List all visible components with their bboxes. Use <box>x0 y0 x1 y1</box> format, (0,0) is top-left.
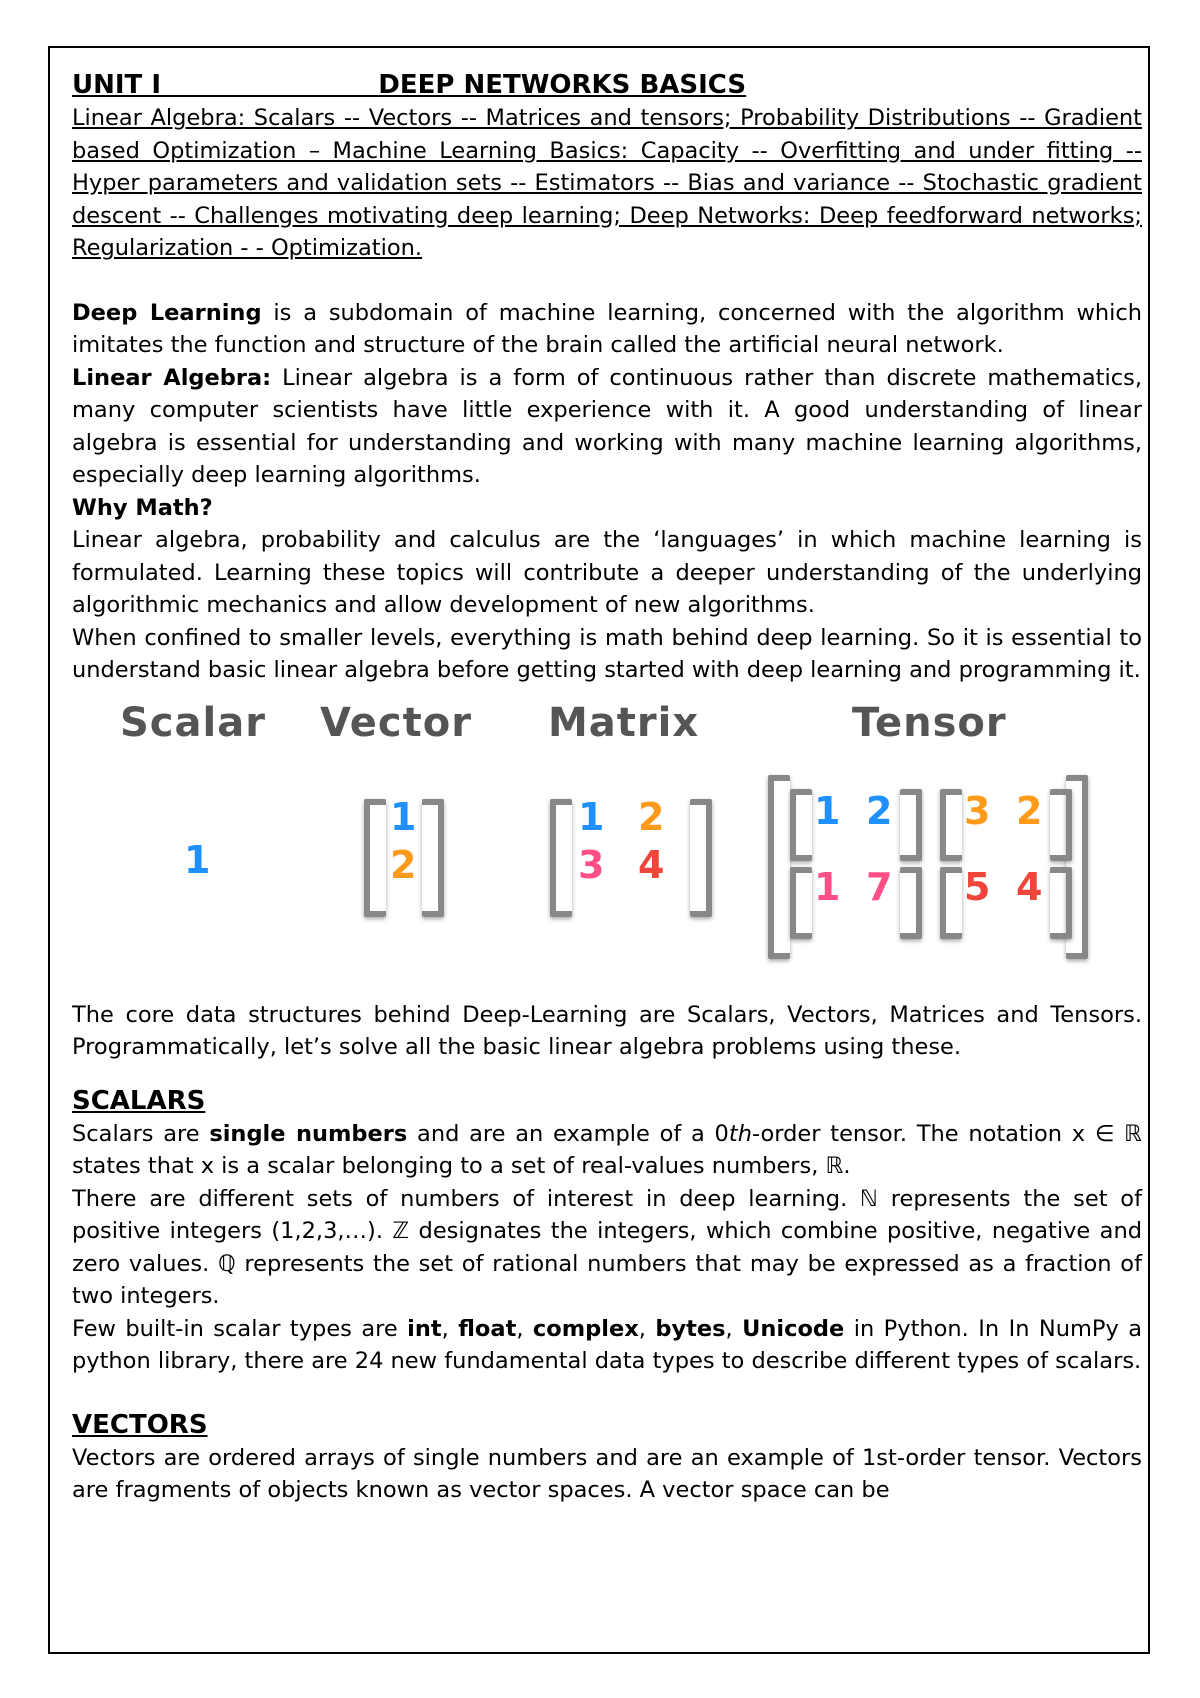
why-math-paragraph-1: Linear algebra, probability and calculus are the ‘languages’ in which machine learning is formulated. Learning these topics will contribute a deeper understanding of the underlying algorithmic mechanics and allow development of new algorithms. <box>72 527 1142 618</box>
tensor-bracket <box>790 789 812 861</box>
tensor-outer-bracket-left <box>768 775 790 959</box>
scalars-heading: SCALARS <box>72 1085 206 1116</box>
figure-label-scalar: Scalar <box>120 699 266 746</box>
tensor-bracket <box>1050 789 1072 861</box>
linear-algebra-paragraph <box>72 362 1142 492</box>
tensor-value: 4 <box>1016 864 1043 909</box>
vector-bracket-right <box>422 799 444 917</box>
tensor-value: 2 <box>866 788 893 833</box>
scalars-paragraph-3: Few built-in scalar types are int, float, complex, bytes, Unicode in Python. In In NumPy a python library, there are 24 new fundamental data types to describe different types of scalars. <box>72 1315 1143 1374</box>
tensor-figure <box>72 699 1142 999</box>
vector-value: 1 <box>390 794 417 839</box>
why-math-heading <box>72 492 1142 525</box>
vector-value: 2 <box>390 842 417 887</box>
matrix-value: 3 <box>578 842 605 887</box>
tensor-value: 3 <box>964 788 991 833</box>
scalars-bold-term: single numbers <box>209 1120 408 1147</box>
tensor-value: 5 <box>964 864 991 909</box>
tensor-value: 1 <box>814 788 841 833</box>
figure-label-matrix: Matrix <box>548 699 700 746</box>
scalars-italic-text: th <box>728 1120 752 1147</box>
linear-algebra-term: Linear Algebra: <box>72 364 272 391</box>
tensor-value: 1 <box>814 864 841 909</box>
unit-title: DEEP NETWORKS BASICS <box>378 70 747 100</box>
scalars-text: -order tensor. The notation x ∈ ℝ states that x is a scalar belonging to a set of real-values numbers, ℝ. <box>72 1120 1143 1179</box>
matrix-value: 1 <box>578 794 605 839</box>
intro-text: is a subdomain of machine learning, concerned with the algorithm which imitates the function and structure of the brain called the artificial neural network. <box>72 299 1142 358</box>
matrix-bracket-right <box>690 799 712 917</box>
scalars-text: and are an example of a 0 <box>407 1120 729 1147</box>
scalar-type: Unicode <box>742 1315 845 1342</box>
scalar-value: 1 <box>184 837 211 882</box>
tensor-bracket <box>1050 867 1072 939</box>
why-math-paragraph-2: When confined to smaller levels, everything is math behind deep learning. So it is essential to understand basic linear algebra before getting started with deep learning and programming it. <box>72 624 1142 683</box>
tensor-bracket <box>790 867 812 939</box>
linear-algebra-text: Linear algebra is a form of continuous rather than discrete mathematics, many computer scientists have little experience with it. A good understanding of linear algebra is essential for understanding and working with many machine learning algorithms, especially deep learning algorithms. <box>72 364 1142 488</box>
matrix-value: 4 <box>638 842 665 887</box>
vector-bracket-left <box>364 799 386 917</box>
matrix-value: 2 <box>638 794 665 839</box>
tensor-value: 7 <box>866 864 893 909</box>
core-structures-paragraph: The core data structures behind Deep-Learning are Scalars, Vectors, Matrices and Tensors. Programmatically, let’s solve all the basic linear algebra problems using these. <box>72 1001 1142 1060</box>
scalar-type: complex <box>532 1315 639 1342</box>
tensor-bracket <box>900 867 922 939</box>
syllabus-text: Linear Algebra: Scalars -- Vectors -- Matrices and tensors; Probability Distributions -- Gradient based Optimization – Machine Learning Basics: Capacity -- Overfitting and under fitting -- Hyper parameters and validation sets -- Estimators -- Bias and variance -- Stochastic gradient descent -- Challenges motivating deep learning; Deep Networks: Deep feedforward networks; Regularization - - Optimization. <box>72 105 1142 261</box>
scalars-text: Scalars are <box>72 1120 210 1147</box>
vectors-paragraph-1: Vectors are ordered arrays of single numbers and are an example of 1st-order tensor. Vectors are fragments of objects known as vector spaces. A vector space can be <box>72 1444 1142 1503</box>
scalars-text: in Python. In In NumPy a python library, there are 24 new fundamental data types to describe different types of scalars. <box>72 1315 1143 1374</box>
unit-header <box>72 68 1142 102</box>
document-body <box>72 68 1142 1507</box>
matrix-bracket-left <box>550 799 572 917</box>
figure-label-tensor: Tensor <box>852 699 1007 746</box>
vectors-heading: VECTORS <box>72 1409 208 1440</box>
tensor-bracket <box>940 789 962 861</box>
figure-label-vector: Vector <box>320 699 472 746</box>
unit-label: UNIT I <box>72 70 162 100</box>
tensor-bracket <box>940 867 962 939</box>
scalar-type: bytes <box>655 1315 726 1342</box>
scalars-text: Few built-in scalar types are <box>72 1315 408 1342</box>
scalar-type: float <box>458 1315 517 1342</box>
scalars-paragraph-1 <box>72 1118 1142 1183</box>
intro-term: Deep Learning <box>72 299 262 326</box>
tensor-bracket <box>900 789 922 861</box>
intro-paragraph <box>72 297 1142 362</box>
scalars-paragraph-2: There are different sets of numbers of interest in deep learning. ℕ represents the set of positive integers (1,2,3,…). ℤ designates the integers, which combine positive, negative and zero values. ℚ represents the set of rational numbers that may be expressed as a fraction of two integers. <box>72 1185 1142 1309</box>
tensor-value: 2 <box>1016 788 1043 833</box>
why-math-heading-text: Why Math? <box>72 494 213 521</box>
scalar-type: int <box>407 1315 442 1342</box>
